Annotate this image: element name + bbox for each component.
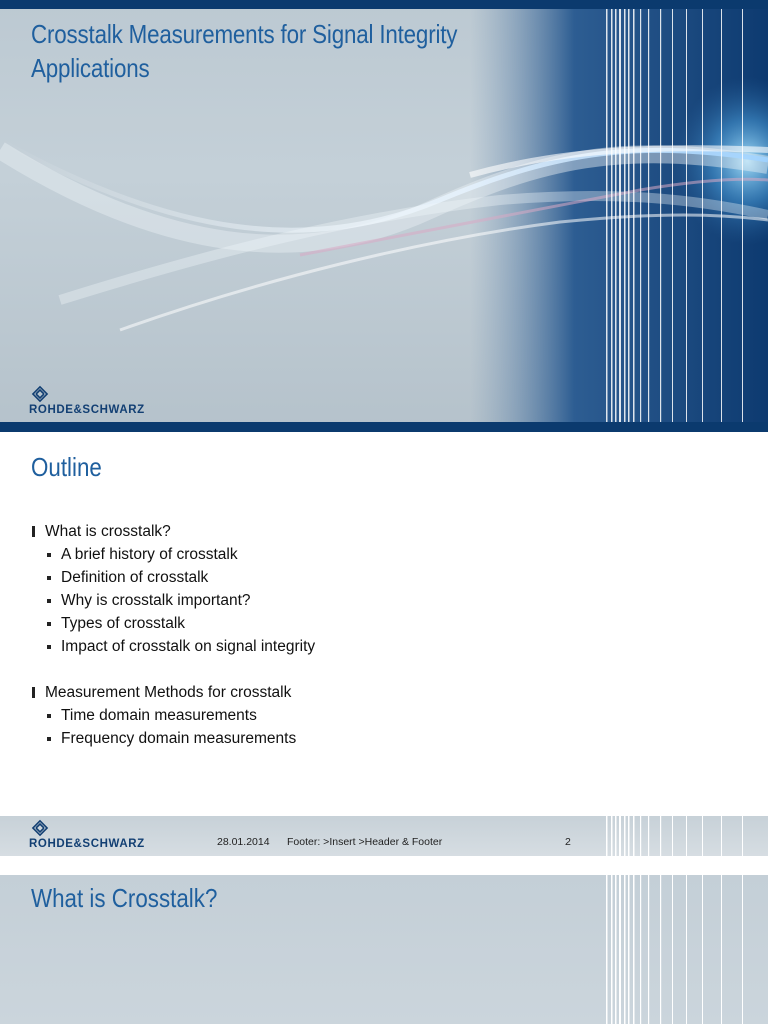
square-bullet-icon — [47, 737, 51, 741]
list-item — [31, 635, 591, 658]
logo-wordmark: ROHDE&SCHWARZ — [29, 838, 145, 850]
presentation-title — [31, 17, 495, 85]
section-heading-text: Measurement Methods for crosstalk — [45, 684, 292, 701]
stripe-graphic — [606, 875, 768, 1024]
rohde-schwarz-logo — [29, 819, 145, 850]
list-item-text: Frequency domain measurements — [61, 730, 297, 747]
square-bullet-icon — [47, 599, 51, 603]
list-item-text: Impact of crosstalk on signal integrity — [61, 638, 316, 655]
slide-footer — [0, 816, 768, 856]
outline-slide — [0, 432, 768, 856]
footer-stripe-graphic — [606, 816, 768, 856]
footer-date: 28.01.2014 — [217, 836, 270, 848]
rohde-schwarz-logo — [29, 385, 145, 416]
list-item — [31, 704, 591, 727]
title-line-2: Applications — [31, 53, 150, 83]
list-item — [31, 612, 591, 635]
page-number: 2 — [565, 836, 571, 848]
title-line-1: Crosstalk Measurements for Signal Integrity — [31, 19, 458, 49]
rs-diamond-logo-icon — [31, 385, 49, 403]
list-item-text: A brief history of crosstalk — [61, 546, 238, 563]
logo-wordmark: ROHDE&SCHWARZ — [29, 404, 145, 416]
square-bullet-icon — [47, 622, 51, 626]
slide-title: What is Crosstalk? — [31, 883, 218, 913]
section-spacer — [31, 658, 591, 681]
list-item — [31, 543, 591, 566]
list-item — [31, 566, 591, 589]
outline-list — [31, 520, 591, 750]
level1-bullet-icon — [32, 526, 35, 537]
square-bullet-icon — [47, 714, 51, 718]
list-item-text: Types of crosstalk — [61, 615, 186, 632]
title-slide — [0, 0, 768, 432]
slide-title: Outline — [31, 452, 102, 482]
outline-section-heading — [31, 681, 591, 704]
bottom-brand-bar — [0, 422, 768, 432]
square-bullet-icon — [47, 553, 51, 557]
level1-bullet-icon — [32, 687, 35, 698]
crosstalk-slide — [0, 875, 768, 1024]
list-item-text: Time domain measurements — [61, 707, 257, 724]
footer-text: Footer: >Insert >Header & Footer — [287, 836, 443, 848]
rs-diamond-logo-icon — [31, 819, 49, 837]
section-heading-text: What is crosstalk? — [45, 523, 171, 540]
list-item-text: Definition of crosstalk — [61, 569, 209, 586]
list-item — [31, 589, 591, 612]
list-item — [31, 727, 591, 750]
square-bullet-icon — [47, 576, 51, 580]
square-bullet-icon — [47, 645, 51, 649]
list-item-text: Why is crosstalk important? — [61, 592, 251, 609]
top-brand-bar — [0, 0, 768, 9]
outline-section-heading — [31, 520, 591, 543]
